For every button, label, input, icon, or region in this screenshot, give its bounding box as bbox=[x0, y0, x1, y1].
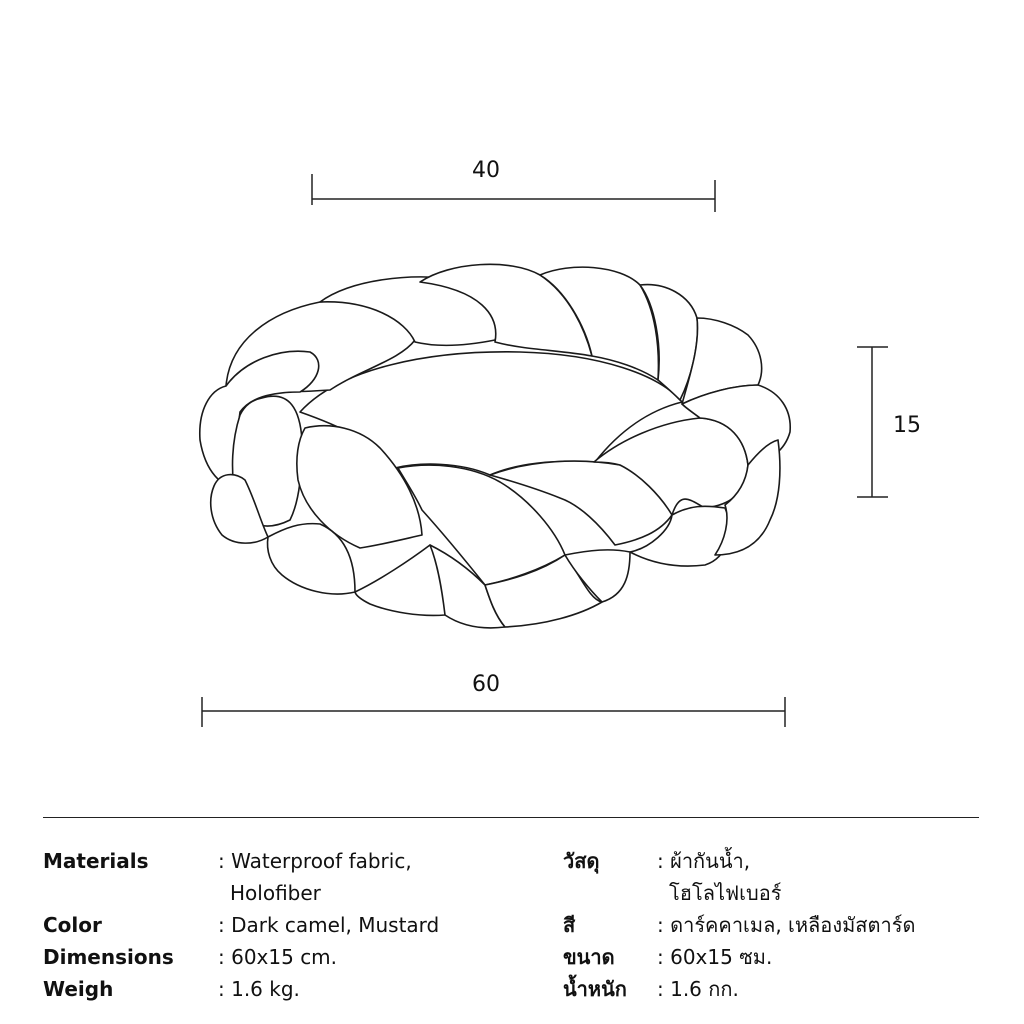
height-dimension bbox=[857, 347, 888, 497]
weight-label-th: น้ำหนัก bbox=[563, 977, 627, 1001]
weight-value: : 1.6 kg. bbox=[218, 977, 300, 1001]
weight-label: Weigh bbox=[43, 977, 114, 1001]
materials-label-th: วัสดุ bbox=[563, 849, 600, 873]
spec-row-color bbox=[43, 909, 523, 941]
color-label: Color bbox=[43, 913, 102, 937]
spec-row-color-th bbox=[563, 909, 1003, 941]
color-value-th: : ดาร์คคาเมล, เหลืองมัสตาร์ด bbox=[657, 913, 916, 937]
bottom-width-dimension bbox=[202, 697, 785, 727]
materials-value-line1: : Waterproof fabric, bbox=[218, 849, 412, 873]
braided-bed-illustration bbox=[200, 264, 790, 628]
top-width-dimension bbox=[312, 174, 715, 212]
color-value: : Dark camel, Mustard bbox=[218, 913, 440, 937]
materials-label: Materials bbox=[43, 849, 149, 873]
materials-value-line2: Holofiber bbox=[230, 881, 321, 905]
spec-row-materials bbox=[43, 845, 523, 909]
top-width-label: 40 bbox=[472, 158, 500, 183]
color-label-th: สี bbox=[563, 913, 576, 937]
materials-value-line1-th: : ผ้ากันน้ำ, bbox=[657, 849, 751, 873]
dimensions-value-th: : 60x15 ซม. bbox=[657, 945, 773, 969]
materials-value-line2-th: โฮโลไฟเบอร์ bbox=[669, 881, 782, 905]
specs-english bbox=[43, 845, 523, 1005]
bottom-width-label: 60 bbox=[472, 672, 500, 697]
materials-value bbox=[218, 845, 412, 909]
spec-row-materials-th bbox=[563, 845, 1003, 909]
dimensions-label-th: ขนาด bbox=[563, 945, 615, 969]
spec-row-dimensions-th bbox=[563, 941, 1003, 973]
spec-row-dimensions bbox=[43, 941, 523, 973]
materials-value-th bbox=[657, 845, 781, 909]
section-divider bbox=[43, 817, 979, 818]
weight-value-th: : 1.6 กก. bbox=[657, 977, 739, 1001]
specs-thai bbox=[563, 845, 1003, 1005]
dimensions-label: Dimensions bbox=[43, 945, 174, 969]
spec-row-weight-th bbox=[563, 973, 1003, 1005]
dimensions-value: : 60x15 cm. bbox=[218, 945, 338, 969]
height-label: 15 bbox=[893, 413, 921, 438]
spec-row-weight bbox=[43, 973, 523, 1005]
